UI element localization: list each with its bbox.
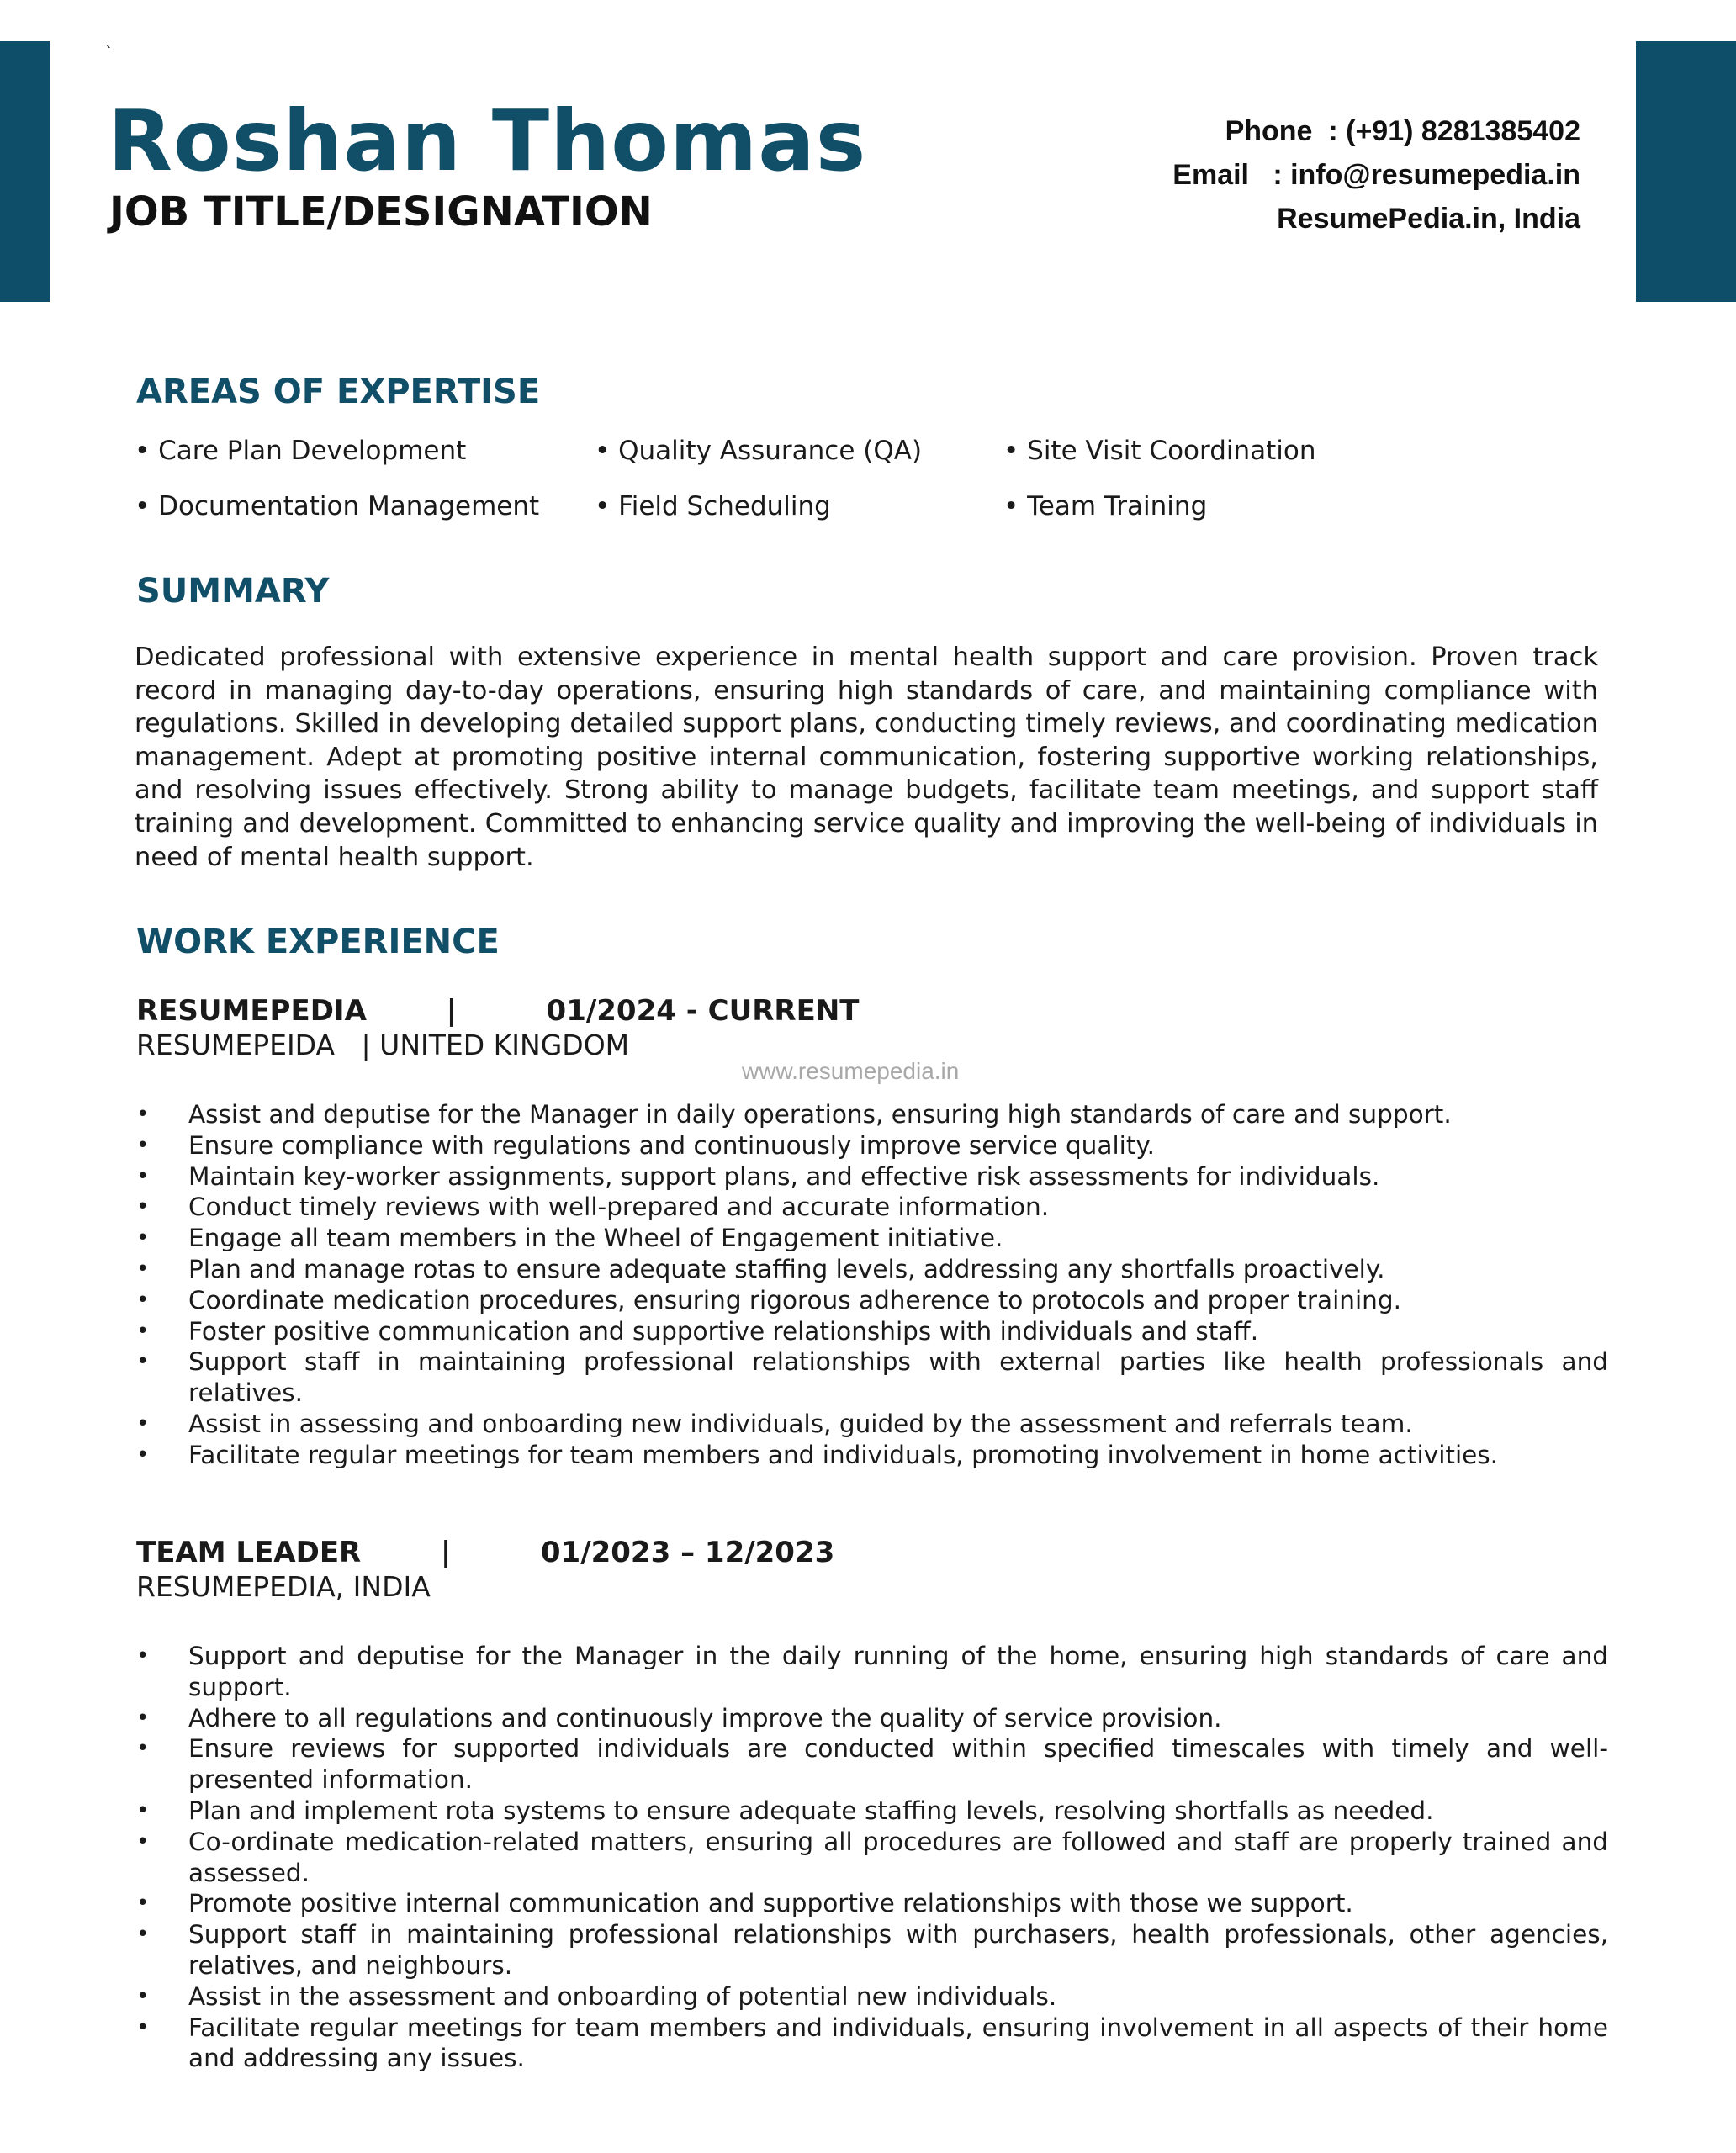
candidate-name: Roshan Thomas bbox=[108, 92, 867, 190]
bullet-item: • Plan and manage rotas to ensure adequate staffing levels, addressing any shortfalls proactively. bbox=[136, 1254, 1608, 1285]
email-line: Email : info@resumepedia.in bbox=[1172, 159, 1580, 191]
job-1-bullets bbox=[136, 1099, 1608, 1471]
expertise-heading: AREAS OF EXPERTISE bbox=[136, 373, 541, 411]
bullet-item: • Ensure compliance with regulations and continuously improve service quality. bbox=[136, 1130, 1608, 1161]
bullet-item: • Maintain key-worker assignments, support plans, and effective risk assessments for individuals. bbox=[136, 1161, 1608, 1193]
tick-mark: ` bbox=[104, 44, 114, 65]
bullet-item: • Support and deputise for the Manager in the daily running of the home, ensuring high standards of care and support. bbox=[136, 1641, 1608, 1703]
bullet-item: • Assist in the assessment and onboarding of potential new individuals. bbox=[136, 1981, 1608, 2013]
bullet-item: • Co-ordinate medication-related matters, ensuring all procedures are followed and staff are properly trained and assessed. bbox=[136, 1827, 1608, 1889]
job-org-line: RESUMEPEDIA, INDIA bbox=[136, 1570, 431, 1603]
expertise-item: • Documentation Management bbox=[135, 491, 540, 521]
expertise-item: • Site Visit Coordination bbox=[1003, 436, 1316, 466]
contact-block bbox=[1172, 109, 1580, 241]
bullet-item: • Facilitate regular meetings for team members and individuals, ensuring involvement in all aspects of their home and addressing any issues. bbox=[136, 2013, 1608, 2075]
job-entry-1 bbox=[136, 994, 859, 1063]
job-title: JOB TITLE/DESIGNATION bbox=[109, 188, 653, 235]
bullet-item: • Engage all team members in the Wheel of Engagement initiative. bbox=[136, 1223, 1608, 1254]
summary-text: Dedicated professional with extensive experience in mental health support and care provision. Proven track record in managing day-to-day operations, ensuring high standards of care, and maintaining compliance with regulations. Skilled in developing detailed support plans, conducting timely reviews, and coordinating medication management. Adept at promoting positive internal communication, fostering supportive working relationships, and resolving issues effectively. Strong ability to manage budgets, facilitate team meetings, and support staff training and development. Committed to enhancing service quality and improving the well-being of individuals in need of mental health support. bbox=[135, 643, 1598, 872]
bullet-item: • Adhere to all regulations and continuously improve the quality of service provision. bbox=[136, 1703, 1608, 1734]
bullet-item: • Promote positive internal communication and supportive relationships with those we support. bbox=[136, 1888, 1608, 1919]
location-line: ResumePedia.in, India bbox=[1277, 203, 1580, 235]
bullet-item: • Support staff in maintaining professional relationships with external parties like health professionals and relatives. bbox=[136, 1346, 1608, 1409]
bullet-item: • Support staff in maintaining professional relationships with purchasers, health professionals, other agencies, relatives, and neighbours. bbox=[136, 1919, 1608, 1981]
job-entry-2 bbox=[136, 1536, 834, 1605]
job-2-bullets bbox=[136, 1641, 1608, 2074]
work-heading: WORK EXPERIENCE bbox=[136, 923, 500, 961]
expertise-item: • Field Scheduling bbox=[595, 491, 831, 521]
phone-line: Phone : (+91) 8281385402 bbox=[1225, 115, 1580, 147]
bullet-item: • Coordinate medication procedures, ensuring rigorous adherence to protocols and proper training. bbox=[136, 1285, 1608, 1316]
bullet-item: • Conduct timely reviews with well-prepared and accurate information. bbox=[136, 1192, 1608, 1223]
bullet-item: • Ensure reviews for supported individuals are conducted within specified timescales with timely and well-presented information. bbox=[136, 1733, 1608, 1796]
job-title-line: TEAM LEADER | 01/2023 – 12/2023 bbox=[136, 1536, 835, 1569]
left-accent-bar bbox=[0, 41, 50, 302]
expertise-item: • Quality Assurance (QA) bbox=[595, 436, 923, 466]
job-title-line: RESUMEPEDIA | 01/2024 - CURRENT bbox=[136, 994, 860, 1028]
bullet-item: • Facilitate regular meetings for team members and individuals, promoting involvement in home activities. bbox=[136, 1440, 1608, 1471]
bullet-item: • Foster positive communication and supportive relationships with individuals and staff. bbox=[136, 1316, 1608, 1347]
expertise-item: • Care Plan Development bbox=[135, 436, 467, 466]
right-accent-bar bbox=[1636, 41, 1736, 302]
bullet-item: • Assist and deputise for the Manager in daily operations, ensuring high standards of care and support. bbox=[136, 1099, 1608, 1130]
bullet-item: • Plan and implement rota systems to ensure adequate staffing levels, resolving shortfalls as needed. bbox=[136, 1796, 1608, 1827]
watermark: www.resumepedia.in bbox=[742, 1058, 960, 1084]
job-org-line: RESUMEPEIDA | UNITED KINGDOM bbox=[136, 1029, 630, 1061]
bullet-item: • Assist in assessing and onboarding new individuals, guided by the assessment and referrals team. bbox=[136, 1409, 1608, 1440]
expertise-item: • Team Training bbox=[1003, 491, 1208, 521]
summary-heading: SUMMARY bbox=[136, 572, 330, 611]
